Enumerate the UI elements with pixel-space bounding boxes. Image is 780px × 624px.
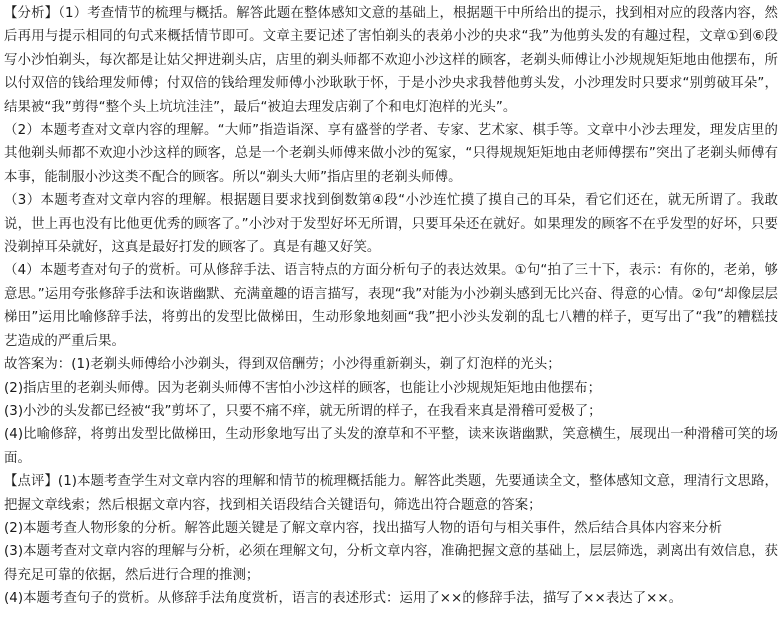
answer-2: (2)指店里的老剃头师傅。因为老剃头师傅不害怕小沙这样的顾客，也能让小沙规规矩矩地由他摆布； xyxy=(4,380,602,396)
comment-2: (2)本题考查人物形象的分析。解答此题关键是了解文章内容，找出描写人物的语句与相关事件，然后结合具体内容来分析 xyxy=(4,520,723,536)
comment-4: (4)本题考查句子的赏析。从修辞手法角度赏析，语言的表述形式：运用了××的修辞手法，描写了××表达了××。 xyxy=(4,591,683,607)
analysis-paragraph-4: （4）本题考查对句子的赏析。可从修辞手法、语言特点的方面分析句子的表达效果。①句“拍了三十下，表示：有你的，老弟，够意思。”运用夸张修辞手法和诙谐幽默、充满童趣的语言描写，表现“我”对能为小沙剃头感到无比兴奋、得意的心情。②句“却像层层梯田”运用比喻修辞手法，将剪出的发型比做梯田，生动形象地刻画“我”把小沙头发剃的乱七八糟的样子，更写出了“我”的糟糕技艺造成的严重后果。 xyxy=(4,263,778,349)
comment-1: 【点评】(1)本题考查学生对文章内容的理解和情节的梳理概括能力。解答此类题，先要通读全文，整体感知文意，理清行文思路，把握文章线索；然后根据文章内容，找到相关语段结合关键语句，筛选出符合题意的答案； xyxy=(4,474,778,513)
analysis-text-1: （1）考查情节的梳理与概括。解答此题在整体感知文意的基础上，根据题干中所给出的提示，找到相对应的段落内容，然后再用与提示相同的句式来概括情节即可。文章主要记述了害怕剃头的表弟小沙的央求“我”为他剪头发的有趣过程，文章①到⑥段写小沙怕剃头，每次都是让姑父押进剃头店，店里的剃头师都不欢迎小沙这样的顾客，老剃头师傅让小沙规规矩矩地由他摆布，所以付双倍的钱给理发师傅；付双倍的钱给理发师傅小沙耿耿于怀，于是小沙央求我替他剪头发，小沙理发时只要求“别剪破耳朵”，结果被“我”剪得“整个头上坑坑洼洼”，最后“被迫去理发店剃了个和电灯泡样的光头”。 xyxy=(4,6,778,115)
analysis-paragraph-3: （3）本题考查对文章内容的理解。根据题目要求找到倒数第④段“小沙连忙摸了摸自己的耳朵，看它们还在，就无所谓了。我敢说，世上再也没有比他更优秀的顾客了。”小沙对于发型好坏无所谓，只要耳朵还在就好。如果理发的顾客不在乎发型的好坏，只要没剃掉耳朵就好，这真是最好打发的顾客了。真是有趣又好笑。 xyxy=(4,193,778,256)
answer-3: (3)小沙的头发都已经被“我”剪坏了，只要不痛不痒，就无所谓的样子，在我看来真是滑稽可爱极了； xyxy=(4,403,602,419)
comment-3: (3)本题考查对文章内容的理解与分析，必须在理解文句，分析文章内容，准确把握文意的基础上，层层筛选，剥离出有效信息，获得充足可靠的依据，然后进行合理的推测； xyxy=(4,544,778,583)
analysis-header: 【分析】 xyxy=(4,6,59,21)
analysis-paragraph-1 xyxy=(4,2,778,119)
answer-1: 故答案为：(1)老剃头师傅给小沙剃头，得到双倍酬劳；小沙得重新剃头，剃了灯泡样的光头； xyxy=(4,357,561,373)
analysis-paragraph-2: （2）本题考查对文章内容的理解。“大师”指造诣深、享有盛誉的学者、专家、艺术家、棋手等。文章中小沙去理发，理发店里的其他剃头师都不欢迎小沙这样的顾客，总是一个老剃头师傅来做小沙的冤家，“只得规规矩矩地由老师傅摆布”突出了老剃头师傅有本事，能制服小沙这类不配合的顾客。所以“剃头大师”指店里的老剃头师傅。 xyxy=(4,123,778,185)
answer-4: (4)比喻修辞，将剪出发型比做梯田，生动形象地写出了头发的潦草和不平整，读来诙谐幽默，笑意横生，展现出一种滑稽可笑的场面。 xyxy=(4,427,778,466)
